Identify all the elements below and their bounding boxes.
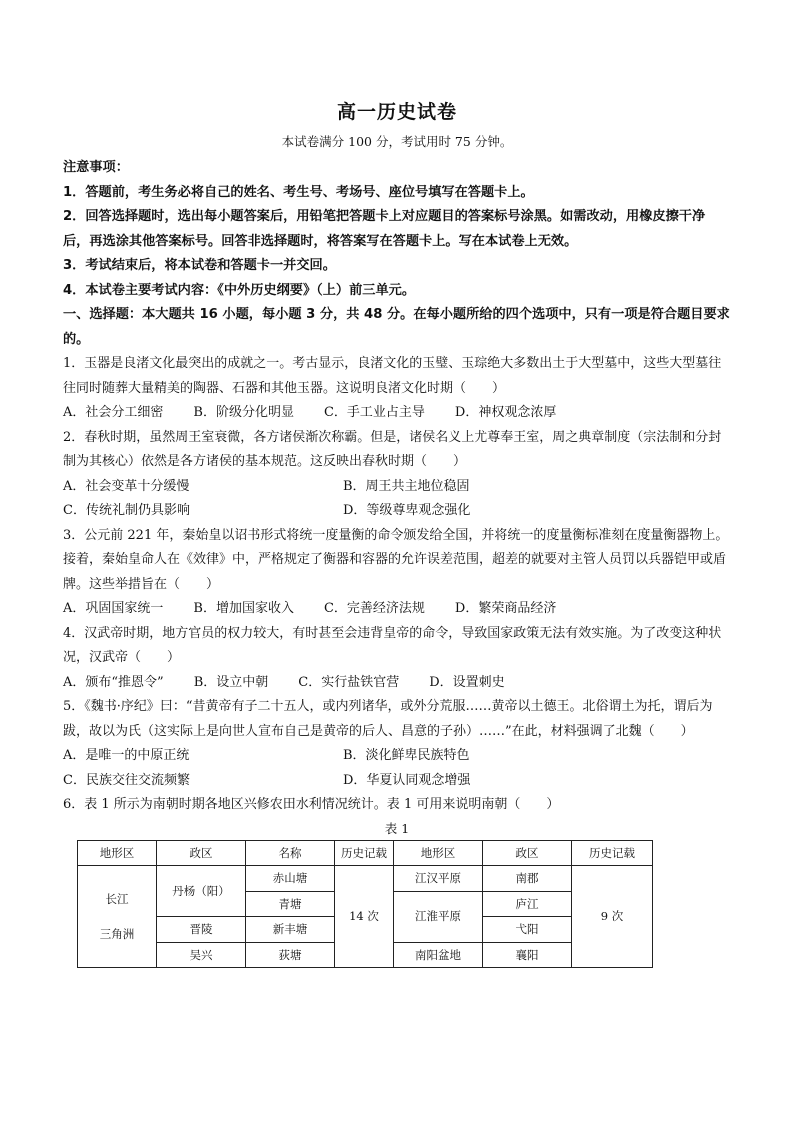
question-3: [63, 524, 731, 622]
notice-item: 3．考试结束后，将本试卷和答题卡一并交回。: [63, 258, 336, 273]
option-d[interactable]: D．神权观念浓厚: [454, 405, 557, 420]
option-d[interactable]: D．华夏认同观念增强: [343, 772, 471, 788]
header-cell: 政区: [157, 840, 246, 866]
option-d[interactable]: D．繁荣商品经济: [454, 601, 557, 616]
option-b[interactable]: B．周王共主地位稳固: [343, 478, 470, 494]
zone-cell: 南郡: [483, 866, 572, 892]
header-cell: 历史记载: [335, 840, 394, 866]
zone-cell: 庐江: [483, 891, 572, 917]
exam-content: [63, 156, 731, 968]
page-title: 高一历史试卷: [336, 101, 457, 123]
options-row: [63, 499, 731, 524]
notice-item: 4．本试卷主要考试内容：《中外历史纲要》（上）前三单元。: [63, 282, 416, 298]
option-b[interactable]: B．设立中朝: [193, 674, 269, 690]
options-row: [63, 671, 731, 696]
table-row: [78, 866, 653, 892]
option-c[interactable]: C．民族交往交流频繁: [63, 772, 190, 788]
question-stem: 5．《魏书·序纪》曰：“昔黄帝有子二十五人，或内列诸华，或外分荒服……黄帝以土德王。北俗谓土为托，谓后为跋，故以为氏（这实际上是向世人宣布自己是黄帝的后人、昌意的子孙）……”在此，材料强调了北魏（ ）: [63, 699, 713, 739]
question-stem: 3．公元前 221 年，秦始皇以诏书形式将统一度量衡的命令颁发给全国，并将统一的度量衡标准刻在度量衡器物上。接着，秦始皇命人在《效律》中，严格规定了衡器和容器的允许误差范围，超差的就要对主管人员罚以兵器铠甲或盾牌。这些举措旨在（ ）: [63, 527, 729, 592]
zone-cell: 襄阳: [483, 942, 572, 968]
exam-subtitle: 本试卷满分 100 分，考试用时 75 分钟。: [281, 134, 513, 149]
option-c[interactable]: C．完善经济法规: [323, 601, 425, 616]
option-a[interactable]: A．社会分工细密: [63, 405, 164, 420]
zone-cell: 吴兴: [157, 942, 246, 968]
options-row: [63, 401, 731, 426]
table-caption: 表 1: [384, 820, 410, 836]
question-1: [63, 352, 731, 426]
header-cell: 政区: [483, 840, 572, 866]
region-cell: 江汉平原: [394, 866, 483, 892]
notice-item: 2．回答选择题时，选出每小题答案后，用铅笔把答题卡上对应题目的答案标号涂黑。如需改动，用橡皮擦干净后，再选涂其他答案标号。回答非选择题时，将答案写在答题卡上。写在本试卷上无效。: [63, 209, 706, 249]
region-cell: 南阳盆地: [394, 942, 483, 968]
option-b[interactable]: B．阶级分化明显: [193, 405, 294, 420]
region-line: 长江: [105, 892, 129, 906]
header-cell: 历史记载: [572, 840, 653, 866]
option-c[interactable]: C．手工业占主导: [323, 405, 425, 420]
option-a[interactable]: A．社会变革十分缓慢: [63, 478, 190, 494]
header-cell: 地形区: [78, 840, 157, 866]
zone-cell: 晋陵: [157, 917, 246, 943]
region-cell: 江淮平原: [394, 891, 483, 942]
name-cell: 新丰塘: [246, 917, 335, 943]
option-a[interactable]: A．巩固国家统一: [63, 601, 164, 616]
options-row: [63, 475, 731, 500]
name-cell: 荻塘: [246, 942, 335, 968]
question-stem: 6．表 1 所示为南朝时期各地区兴修农田水利情况统计。表 1 可用来说明南朝（ ）: [63, 797, 560, 812]
question-5: [63, 695, 731, 793]
option-c[interactable]: C．传统礼制仍具影响: [63, 503, 190, 518]
notice-item: 1．答题前，考生务必将自己的姓名、考生号、考场号、座位号填写在答题卡上。: [63, 184, 534, 200]
question-stem: 2．春秋时期，虽然周王室衰微，各方诸侯渐次称霸。但是，诸侯名义上尤尊奉王室，周之典章制度（宗法制和分封制为其核心）依然是各方诸侯的基本规范。这反映出春秋时期（ ）: [63, 429, 722, 469]
region-line: 三角洲: [99, 926, 135, 941]
notice-heading: 注意事项：: [63, 160, 129, 175]
option-b[interactable]: B．淡化鲜卑民族特色: [343, 748, 470, 763]
option-a[interactable]: A．是唯一的中原正统: [63, 748, 190, 763]
question-stem: 4．汉武帝时期，地方官员的权力较大，有时甚至会违背皇帝的命令，导致国家政策无法有效实施。为了改变这种状况，汉武帝（ ）: [63, 625, 722, 665]
table-header-row: [78, 840, 653, 866]
option-a[interactable]: A．颁布“推恩令”: [63, 674, 164, 690]
option-d[interactable]: D．等级尊卑观念强化: [343, 503, 471, 518]
record-cell: 14 次: [335, 866, 394, 968]
option-b[interactable]: B．增加国家收入: [193, 601, 294, 616]
options-row: [63, 769, 731, 794]
irrigation-table: [77, 840, 653, 969]
question-4: [63, 622, 731, 696]
zone-cell: 丹杨（阳）: [157, 866, 246, 917]
zone-cell: 弋阳: [483, 917, 572, 943]
options-row: [63, 744, 731, 769]
question-2: [63, 426, 731, 524]
option-c[interactable]: C．实行盐铁官营: [298, 674, 400, 690]
header-cell: 名称: [246, 840, 335, 866]
header-cell: 地形区: [394, 840, 483, 866]
record-cell: 9 次: [572, 866, 653, 968]
name-cell: 青塘: [246, 891, 335, 917]
option-d[interactable]: D．设置刺史: [429, 674, 505, 690]
section-heading: 一、选择题：本大题共 16 小题，每小题 3 分，共 48 分。在每小题所给的四个选项中，只有一项是符合题目要求的。: [63, 307, 730, 347]
options-row: [63, 597, 731, 622]
question-6: [63, 793, 731, 818]
name-cell: 赤山塘: [246, 866, 335, 892]
question-stem: 1．玉器是良渚文化最突出的成就之一。考古显示，良渚文化的玉璧、玉琮绝大多数出土于大型墓中，这些大型墓往往同时随葬大量精美的陶器、石器和其他玉器。这说明良渚文化时期（ ）: [63, 356, 722, 396]
region-cell: [78, 866, 157, 968]
